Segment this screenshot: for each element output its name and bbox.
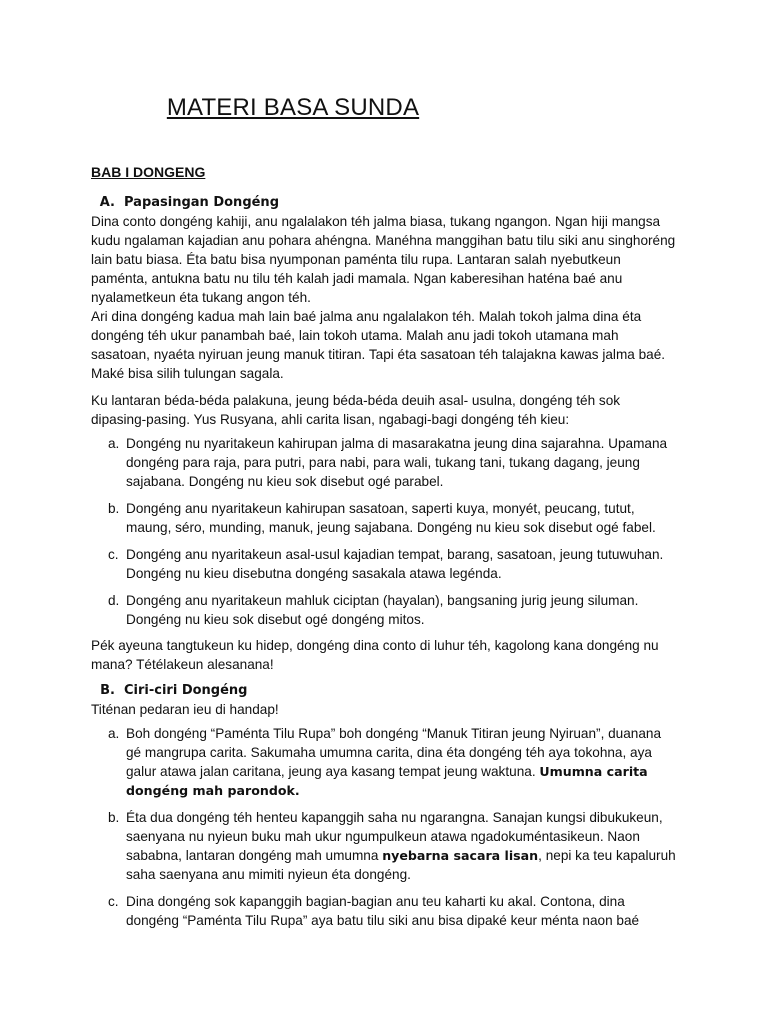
list-item-text: Dongéng anu nyaritakeun mahluk ciciptan (hayalan), bangsaning jurig jeung siluman. Dongéng nu kieu sok disebut ogé dongéng mitos. [126,593,639,627]
list-item [91,499,676,537]
paragraph-2-block [91,307,676,383]
traits-list-block [91,724,676,938]
list-marker: c. [108,894,119,909]
section-a-number: A. [99,195,115,210]
list-item [91,545,676,583]
list-marker: b. [108,810,120,825]
paragraph-1: Dina conto dongéng kahiji, anu ngalalakon téh jalma biasa, tukang ngangon. Ngan hiji mangsa kudu ngalaman kajadian anu pohara ahéngna. Manéhna manggihan batu tilu siki anu singhoréng lain batu biasa. Éta batu bisa nyumponan paménta tilu rupa. Lantaran salah nyebutkeun paménta, antukna batu nu tilu téh kalah jadi mamala. Ngan kaberesihan haténa baé anu nyalametkeun éta tukang angon téh. [91,214,676,305]
category-list [91,434,676,629]
section-a-heading [91,193,676,212]
list-marker: a. [108,726,120,741]
page-title: MATERI BASA SUNDA [166,94,420,121]
paragraph-4-block [91,636,676,674]
section-a-title: Papasingan Dongéng [124,195,279,210]
list-item-text: Dongéng nu nyaritakeun kahirupan jalma di masarakatna jeung dina sajarahna. Upamana dongéng para raja, para putri, para nabi, para wali, tukang tani, tukang dagang, jeung sajabana. Dongéng nu kieu sok disebut ogé parabel. [126,436,668,489]
list-item-text-cont: , nepi ka teu kapaluruh saha saenyana anu mimiti nyieun éta dongéng. [126,848,676,882]
list-item-bold-text: Umumna carita dongéng mah parondok. [126,764,648,798]
list-item [91,892,676,930]
list-item-text: Boh dongéng “Paménta Tilu Rupa” boh dongéng “Manuk Titiran jeung Nyiruan”, duanana gé mangrupa carita. Sakumaha umumna carita, dina éta dongéng téh aya tokohna, aya galur atawa jalan caritana, jeung aya kasang tempat jeung waktuna. [126,726,662,779]
paragraph-3: Ku lantaran béda-béda palakuna, jeung béda-béda deuih asal- usulna, dongéng téh sok dipasing-pasing. Yus Rusyana, ahli carita lisan, ngabagi-bagi dongéng téh kieu: [91,393,621,427]
section-a [91,193,676,307]
list-item-text: Éta dua dongéng téh henteu kapanggih saha nu ngarangna. Sanajan kungsi dibukukeun, saenyana nu nyieun buku mah ukur ngumpulkeun atawa ngadokuméntasikeun. Naon sababna, lantaran dongéng mah umumna [126,810,663,863]
list-item [91,434,676,491]
paragraph-4: Pék ayeuna tangtukeun ku hidep, dongéng dina conto di luhur téh, kagolong kana dongéng nu mana? Tétélakeun alesanana! [91,638,659,672]
list-item [91,808,676,884]
section-b-heading [91,681,676,700]
section-b-title: Ciri-ciri Dongéng [124,683,248,698]
list-item [91,591,676,629]
list-marker: a. [108,436,120,451]
list-item-text: Dongéng anu nyaritakeun kahirupan sasatoan, saperti kuya, monyét, peucang, tutut, maung, séro, munding, manuk, jeung sajabana. Dongéng nu kieu sok disebut ogé fabel. [126,501,656,535]
traits-list [91,724,676,930]
list-marker: d. [108,593,120,608]
paragraph-2: Ari dina dongéng kadua mah lain baé jalma anu ngalalakon téh. Malah tokoh jalma dina éta dongéng téh ukur panambah baé, lain tokoh utama. Malah anu jadi tokoh utamana mah sasatoan, nyaéta nyiruan jeung manuk titiran. Tapi éta sasatoan téh talajakna kawas jalma baé. Maké bisa silih tulungan sagala. [91,309,666,381]
section-b-number: B. [100,683,115,698]
paragraph-3-block [91,391,676,429]
chapter-heading: BAB I DONGENG [91,164,206,180]
list-item-bold-text: nyebarna sacara lisan [382,848,539,863]
category-list-block [91,434,676,637]
section-b [91,681,676,719]
list-marker: c. [108,547,119,562]
list-item [91,724,676,800]
section-b-intro: Titénan pedaran ieu di handap! [91,702,279,717]
list-item-text: Dina dongéng sok kapanggih bagian-bagian anu teu kaharti ku akal. Contona, dina dongéng “Paménta Tilu Rupa” aya batu tilu siki anu bisa dipaké keur ménta naon baé [126,894,640,928]
list-marker: b. [108,501,120,516]
list-item-text: Dongéng anu nyaritakeun asal-usul kajadian tempat, barang, sasatoan, jeung tutuwuhan. Dongéng nu kieu disebutna dongéng sasakala atawa legénda. [126,547,664,581]
